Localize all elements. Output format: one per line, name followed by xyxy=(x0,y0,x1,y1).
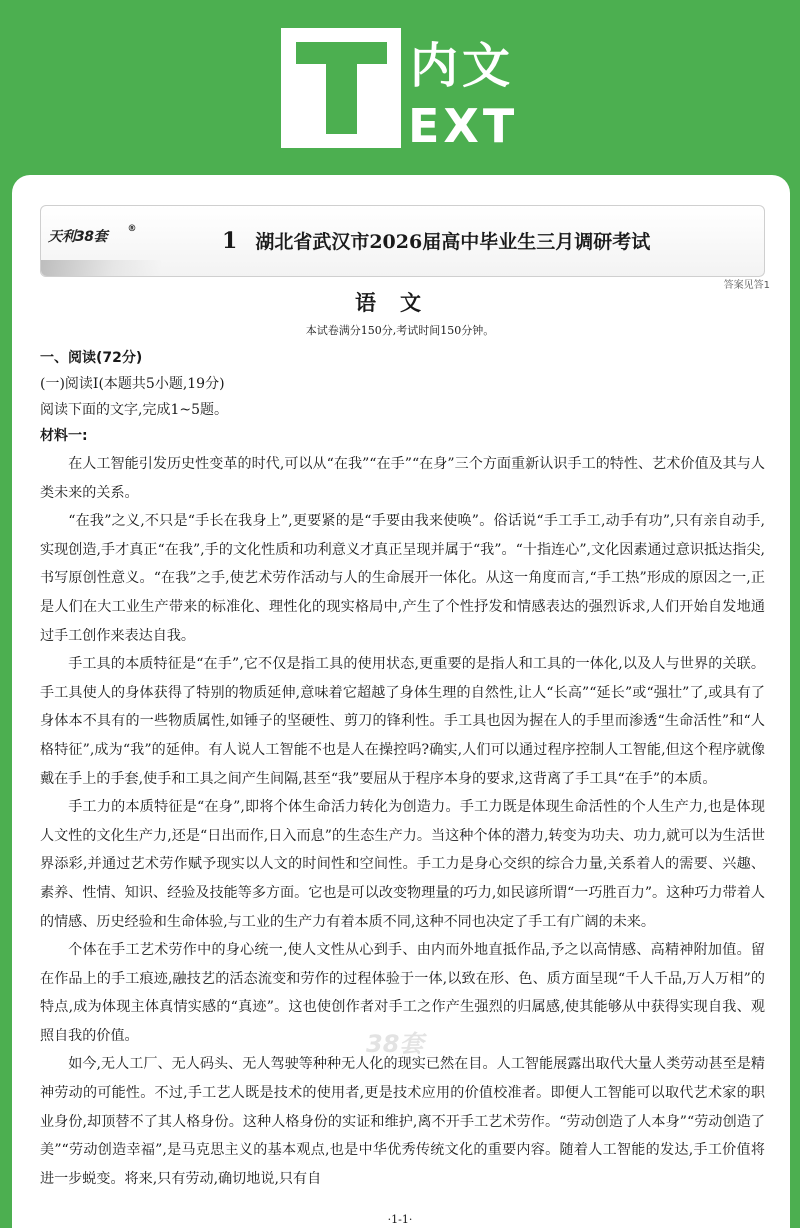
watermark: 38套 xyxy=(366,1030,424,1058)
banner-title-en: EXT xyxy=(408,99,519,153)
subject-title: 语文 xyxy=(355,290,445,315)
paragraph: 手工力的本质特征是“在身”,即将个体生命活力转化为创造力。手工力既是体现生命活性的个人生产力,也是体现人文性的文化生产力,还是“日出而作,日入而息”的生态生产力。当这种个体的潜力,转变为功夫、功力,就可以为生活世界添彩,并通过艺术劳作赋予现实以人文的时间性和空间性。手工力是身心交织的综合力量,关系着人的需要、兴趣、素养、性情、知识、经验及技能等多方面。它也是可以改变物理量的巧力,如民谚所谓“一巧胜百力”。这种巧力带着人的情感、历史经验和生命体验,与工业的生产力有着本质不同,这种不同也决定了手工有广阔的未来。 xyxy=(40,799,765,930)
title-card-accent xyxy=(41,260,161,276)
exam-info: 本试卷满分150分,考试时间150分钟。 xyxy=(305,324,495,337)
section-heading: 一、阅读(72分) xyxy=(40,350,143,366)
banner-title-cn: 内文 xyxy=(410,38,515,94)
subsection-heading: (一)阅读Ⅰ(本题共5小题,19分) xyxy=(40,376,225,392)
logo-text: 天利38套 xyxy=(48,229,107,245)
paragraph: “在我”之义,不只是“手长在我身上”,更要紧的是“手要由我来使唤”。俗话说“手工手工,动手有功”,只有亲自动手,实现创造,手才真正“在我”,手的文化性质和功利意义才真正呈现并属于“我”。“十指连心”,文化因素通过意识抵达指尖,书写原创性意义。“在我”之手,使艺术劳作活动与人的生命展开一体化。从这一角度而言,“手工热”形成的原因之一,正是人们在大工业生产带来的标准化、理性化的现实格局中,产生了个性抒发和情感表达的强烈诉求,人们开始自发地通过手工创作来表达自我。 xyxy=(40,513,765,644)
t-letter-stem xyxy=(326,60,357,134)
article-body xyxy=(40,450,765,1220)
material-label: 材料一: xyxy=(40,428,88,444)
paragraph: 个体在手工艺术劳作中的身心统一,使人文性从心到手、由内而外地直抵作品,予之以高情感、高精神附加值。留在作品上的手工痕迹,融技艺的活态流变和劳作的过程体验于一体,以致在形、色、质方面呈现“千人千品,万人万相”的特点,成为体现主体真情实感的“真迹”。这也使创作者对手工之作产生强烈的归属感,使其能够从中获得实现自我、观照自我的价值。 xyxy=(40,942,765,1044)
exam-number: 1 xyxy=(222,228,238,254)
page-number: ·1-1· xyxy=(387,1213,413,1226)
reading-instruction: 阅读下面的文字,完成1~5题。 xyxy=(40,402,228,418)
exam-title-text: 湖北省武汉市2026届高中毕业生三月调研考试 xyxy=(255,231,651,253)
logo-registered-mark: ® xyxy=(127,224,136,234)
exam-title xyxy=(222,226,662,256)
answer-reference: 答案见答1 xyxy=(723,280,770,291)
paragraph: 在人工智能引发历史性变革的时代,可以从“在我”“在手”“在身”三个方面重新认识手工的特性、艺术价值及其与人类未来的关系。 xyxy=(40,456,765,501)
publisher-logo xyxy=(48,222,136,252)
paragraph: 手工具的本质特征是“在手”,它不仅是指工具的使用状态,更重要的是指人和工具的一体化,以及人与世界的关联。手工具使人的身体获得了特别的物质延伸,意味着它超越了身体生理的自然性,让人“长高”“延长”或“强壮”了,或具有了身体本不具有的一些物质属性,如锤子的坚硬性、剪刀的锋利性。手工具也因为握在人的手里而渗透“生命活性”和“人格特征”,成为“我”的延伸。有人说人工智能不也是人在操控吗?确实,人们可以通过程序控制人工智能,但这个程序就像戴在手上的手套,使手和工具之间产生间隔,甚至“我”要屈从于程序本身的要求,这背离了手工具“在手”的本质。 xyxy=(40,656,765,787)
paragraph: 如今,无人工厂、无人码头、无人驾驶等种种无人化的现实已然在目。人工智能展露出取代大量人类劳动甚至是精神劳动的可能性。不过,手工艺人既是技术的使用者,更是技术应用的价值校准者。即便人工智能可以取代艺术家的职业身份,却顶替不了其人格身份。这种人格身份的实证和维护,离不开手工艺术劳作。“劳动创造了人本身”“劳动创造了美”“劳动创造幸福”,是马克思主义的基本观点,也是中华优秀传统文化的重要内容。随着人工智能的发达,手工价值将进一步蜕变。将来,只有劳动,确切地说,只有自 xyxy=(40,1056,765,1187)
